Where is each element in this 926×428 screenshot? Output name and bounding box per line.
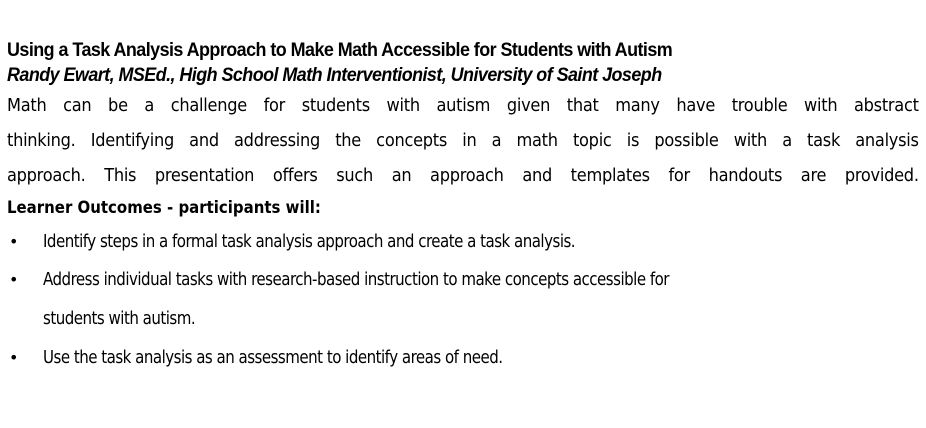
- learner-outcomes-heading: Learner Outcomes - participants will:: [7, 198, 321, 218]
- outcome-item: [7, 223, 919, 261]
- outcome-item: [7, 339, 919, 377]
- session-title: Using a Task Analysis Approach to Make Math Accessible for Students with Autism: [7, 39, 673, 61]
- abstract-line: approach. This presentation offers such an approach and templates for handouts are provided.: [7, 165, 919, 186]
- session-description: [7, 38, 919, 377]
- abstract-paragraph: [7, 88, 919, 193]
- abstract-line: thinking. Identifying and addressing the concepts in a math topic is possible with a task analysis: [7, 130, 919, 151]
- bullet-icon: •: [9, 270, 19, 289]
- outcome-text-continued: students with autism.: [43, 309, 196, 329]
- outcome-text: Address individual tasks with research-based instruction to make concepts accessible for: [43, 270, 669, 290]
- outcome-text: Identify steps in a formal task analysis approach and create a task analysis.: [43, 232, 576, 252]
- presenter-line: Randy Ewart, MSEd., High School Math Interventionist, University of Saint Joseph: [7, 64, 662, 86]
- outcome-item: [7, 261, 919, 339]
- outcome-text: Use the task analysis as an assessment to identify areas of need.: [43, 348, 503, 368]
- bullet-icon: •: [9, 232, 19, 251]
- bullet-icon: •: [9, 348, 19, 367]
- abstract-line: Math can be a challenge for students with autism given that many have trouble with abstract: [7, 95, 919, 116]
- learner-outcomes-list: [7, 223, 919, 377]
